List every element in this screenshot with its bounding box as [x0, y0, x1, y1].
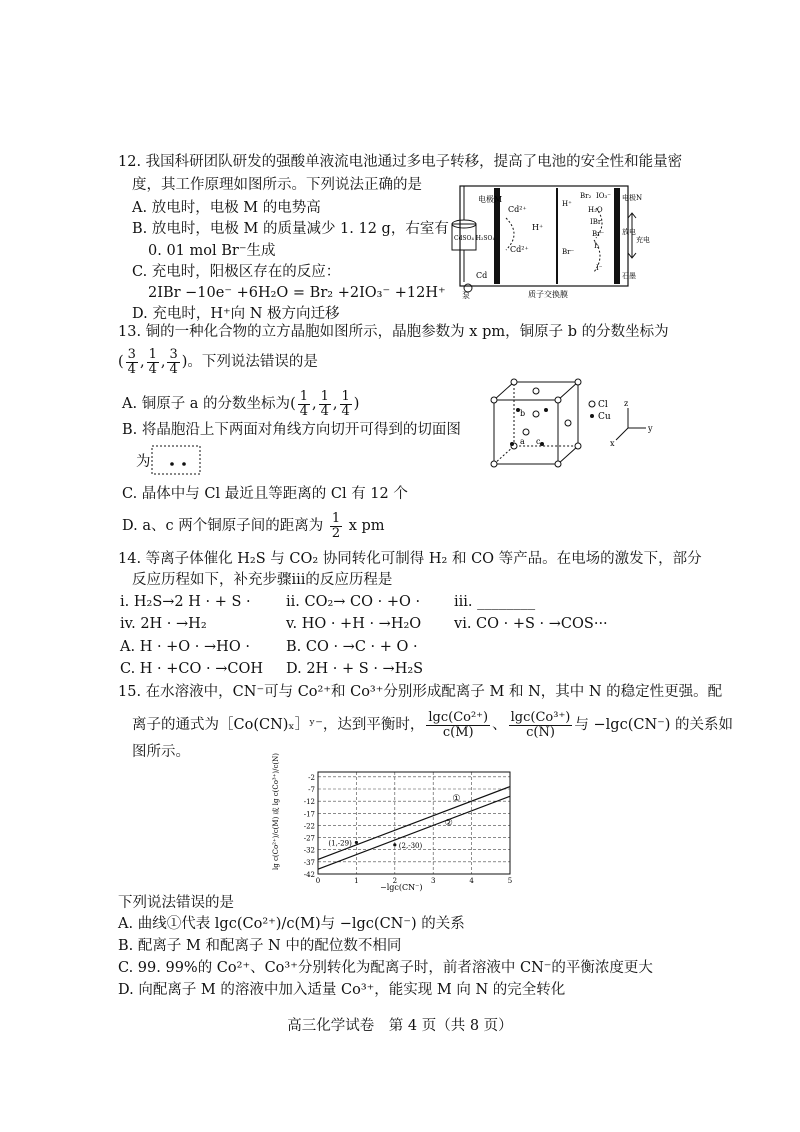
series-line-2 — [318, 796, 510, 869]
x-tick-3: 3 — [430, 877, 436, 885]
q15-intro: 下列说法错误的是 — [118, 895, 234, 911]
q15-option-a: A. 曲线①代表 lgc(Co²⁺)/c(M)与 −lgc(CN⁻) 的关系 — [118, 916, 465, 932]
crystal-cell-diagram — [488, 378, 658, 470]
discharge-label: 放电 — [622, 228, 636, 236]
battery-diagram — [446, 178, 650, 300]
cd2-ion-bottom: Cd²⁺ — [510, 245, 529, 254]
y-tick-7: -37 — [303, 858, 315, 867]
q14-step-3: iii. ________ — [454, 594, 536, 610]
chart-x-label: −lgc(CN⁻) — [380, 883, 423, 892]
x-tick-1: 1 — [354, 877, 359, 885]
x-tick-0: 0 — [315, 877, 321, 885]
q14-option-a: A. H · +O · →HO · — [120, 639, 250, 655]
cd-label: Cd — [476, 271, 488, 280]
atom-c-label: c — [536, 437, 541, 446]
q13-stem-line1: 13. 铜的一种化合物的立方晶胞如图所示，晶胞参数为 x pm，铜原子 b 的分数坐标为 — [118, 324, 669, 340]
coord-b-z: $\frac{3}{4}$ — [169, 346, 178, 377]
tank-label: CdSO₄ H₂SO₄ — [454, 235, 495, 242]
br-minus-2: Br⁻ — [562, 248, 575, 256]
electrode-m-label: 电极M — [478, 195, 503, 204]
q14-option-d: D. 2H · + S · →H₂S — [286, 661, 424, 677]
axes-arrows — [616, 408, 646, 440]
x-tick-4: 4 — [469, 877, 474, 885]
legend-cu-icon — [590, 414, 594, 418]
q15-option-d: D. 向配离子 M 的溶液中加入适量 Co³⁺，能实现 M 向 N 的完全转化 — [118, 982, 566, 998]
coord-b-y: $\frac{1}{4}$ — [148, 346, 157, 377]
q14-stem-line2: 反应历程如下，补充步骤iii的反应历程是 — [132, 572, 393, 588]
q14-stem-line1: 14. 等离子体催化 H₂S 与 CO₂ 协同转化可制得 H₂ 和 CO 等产品。在电场的激发下，部分 — [118, 551, 702, 567]
io3-label: IO₃⁻ — [596, 192, 612, 200]
cd2-ion-top: Cd²⁺ — [508, 205, 527, 214]
curve-label-1: ② — [444, 818, 453, 829]
q12-option-a: A. 放电时，电极 M 的电势高 — [132, 200, 321, 216]
q14-step-6: vi. CO · +S · →COS··· — [454, 616, 608, 632]
charge-label: 充电 — [636, 236, 650, 244]
y-tick-6: -32 — [303, 846, 315, 855]
q14-step-1: i. H₂S→2 H · + S · — [120, 594, 251, 610]
i2-label: I₂ — [594, 242, 600, 250]
chart-ticks — [304, 774, 513, 885]
curve-label-0: ① — [452, 794, 461, 805]
q15-frac-2: $\frac{\text{lgc(Co³⁺)}}{c(N)}$ — [510, 709, 571, 740]
legend-cl-icon — [589, 401, 595, 407]
h-plus-ion: H⁺ — [532, 223, 544, 232]
cut-atom-2 — [182, 462, 186, 466]
axis-x-label: x — [610, 439, 615, 448]
atom-b-label: b — [520, 409, 526, 418]
x-tick-2: 2 — [392, 877, 398, 885]
q15-option-c: C. 99. 99%的 Co²⁺、Co³⁺分别转化为配离子时，前者溶液中 CN⁻的平衡浓度更大 — [118, 960, 653, 976]
complex-ion-chart — [262, 752, 524, 894]
br-minus-1: Br⁻ — [592, 230, 605, 238]
x-tick-5: 5 — [507, 877, 513, 885]
q12-option-c-line2: 2IBr −10e⁻ +6H₂O = Br₂ +2IO₃⁻ +12H⁺ — [148, 285, 446, 301]
electrode-n-label: 电极N — [622, 194, 643, 202]
q13-option-c: C. 晶体中与 Cl 最近且等距离的 Cl 有 12 个 — [122, 486, 408, 502]
atom-a-label: a — [520, 437, 525, 446]
q15-option-b: B. 配离子 M 和配离子 N 中的配位数不相同 — [118, 938, 402, 954]
cut-atom-1 — [170, 462, 174, 466]
coord-a-y: $\frac{1}{4}$ — [320, 388, 329, 419]
q12-stem-line1: 12. 我国科研团队研发的强酸单液流电池通过多电子转移，提高了电池的安全性和能量密 — [118, 154, 683, 170]
q15-stem-line3: 图所示。 — [132, 744, 190, 760]
q12-option-b-line1: B. 放电时，电极 M 的质量减少 1. 12 g，右室有 — [132, 221, 449, 237]
coord-b-x: $\frac{3}{4}$ — [127, 346, 136, 377]
data-point-1 — [393, 843, 396, 846]
page-footer: 高三化学试卷 第 4 页（共 8 页） — [287, 1018, 513, 1034]
q13-option-d: D. a、c 两个铜原子间的距离为 $\frac{1}{2}$ x pm — [122, 510, 385, 541]
q12-option-c-line1: C. 充电时，阳极区存在的反应： — [132, 264, 341, 280]
h2o-label: H₂O — [588, 206, 603, 214]
coord-a-x: $\frac{1}{4}$ — [299, 388, 309, 419]
y-tick-4: -22 — [303, 822, 315, 831]
q13-stem-line2: ( $\frac{3}{4}$ , $\frac{1}{4}$ , $\frac{3}{4}$ )。下列说法错误的是 — [118, 346, 318, 377]
axis-y-label: y — [648, 424, 653, 433]
cut-section-figure — [150, 444, 202, 476]
q14-step-4: iv. 2H · →H₂ — [120, 616, 207, 632]
y-tick-2: -12 — [303, 798, 315, 807]
q15-frac-1: $\frac{\text{lgc(Co²⁺)}}{c(M)}$ — [428, 709, 489, 740]
electrode-n-plate — [614, 188, 620, 284]
q13-option-b-wei: 为 — [136, 454, 151, 470]
y-tick-1: -7 — [308, 786, 315, 794]
q13-option-b: B. 将晶胞沿上下两面对角线方向切开可得到的切面图 — [122, 422, 461, 438]
q14-option-c: C. H · +CO · →COH — [120, 661, 264, 677]
i-minus-label: I⁻ — [596, 264, 603, 272]
ibr-label: IBr — [590, 218, 602, 226]
cut-section-rect — [152, 446, 200, 474]
h-plus-right: H⁺ — [562, 200, 572, 208]
q15-stem-line1: 15. 在水溶液中，CN⁻可与 Co²⁺和 Co³⁺分别形成配离子 M 和 N，其中 N 的稳定性更强。配 — [118, 684, 723, 700]
data-point-0 — [355, 841, 358, 844]
coord-a-z: $\frac{1}{4}$ — [341, 388, 350, 419]
data-point-label-0: (1,-29) — [328, 839, 352, 848]
chart-y-label: lg c(Co²⁺)/c(M) 或 lg c(Co³⁺)/c(N) — [272, 752, 280, 870]
y-tick-5: -27 — [303, 834, 315, 843]
q12-option-b-line2: 0. 01 mol Br⁻生成 — [148, 243, 276, 259]
q12-option-d: D. 充电时，H⁺向 N 极方向迁移 — [132, 306, 340, 322]
q14-option-b: B. CO · →C · + O · — [286, 639, 418, 655]
q13-option-a: A. 铜原子 a 的分数坐标为( $\frac{1}{4}$ , $\frac{1}{4}$ , $\frac{1}{4}$ ) — [122, 388, 360, 419]
br2-label: Br₂ — [580, 192, 592, 200]
q15-stem-line2: 离子的通式为［Co(CN)ₓ］ʸ⁻，达到平衡时， $\frac{\text{lgc(Co²⁺)}}{c(M)}$ 、 $\frac{\text{lgc(Co³⁺)}}{c(N)}$ 与 −lgc(CN⁻) 的关系如 — [132, 709, 734, 740]
q14-step-5: v. HO · +H · →H₂O — [286, 616, 422, 632]
d-fraction: $\frac{1}{2}$ — [331, 510, 341, 541]
q12-stem-line2: 度，其工作原理如图所示。下列说法正确的是 — [132, 177, 422, 193]
chart-lines — [318, 787, 510, 870]
y-tick-8: -42 — [303, 871, 315, 879]
y-tick-0: -2 — [308, 773, 315, 782]
legend-cu-label: Cu — [598, 412, 611, 422]
q14-step-2: ii. CO₂→ CO · +O · — [286, 594, 421, 610]
y-tick-3: -17 — [303, 810, 315, 819]
pump-label: 泵 — [462, 291, 470, 300]
graphite-label: 石墨 — [622, 272, 636, 280]
axis-z-label: z — [624, 399, 629, 408]
proton-exchange-membrane — [556, 188, 558, 284]
data-point-label-1: (2,-30) — [398, 841, 423, 850]
legend-cl-label: Cl — [598, 400, 608, 410]
membrane-label: 质子交换膜 — [528, 290, 568, 299]
